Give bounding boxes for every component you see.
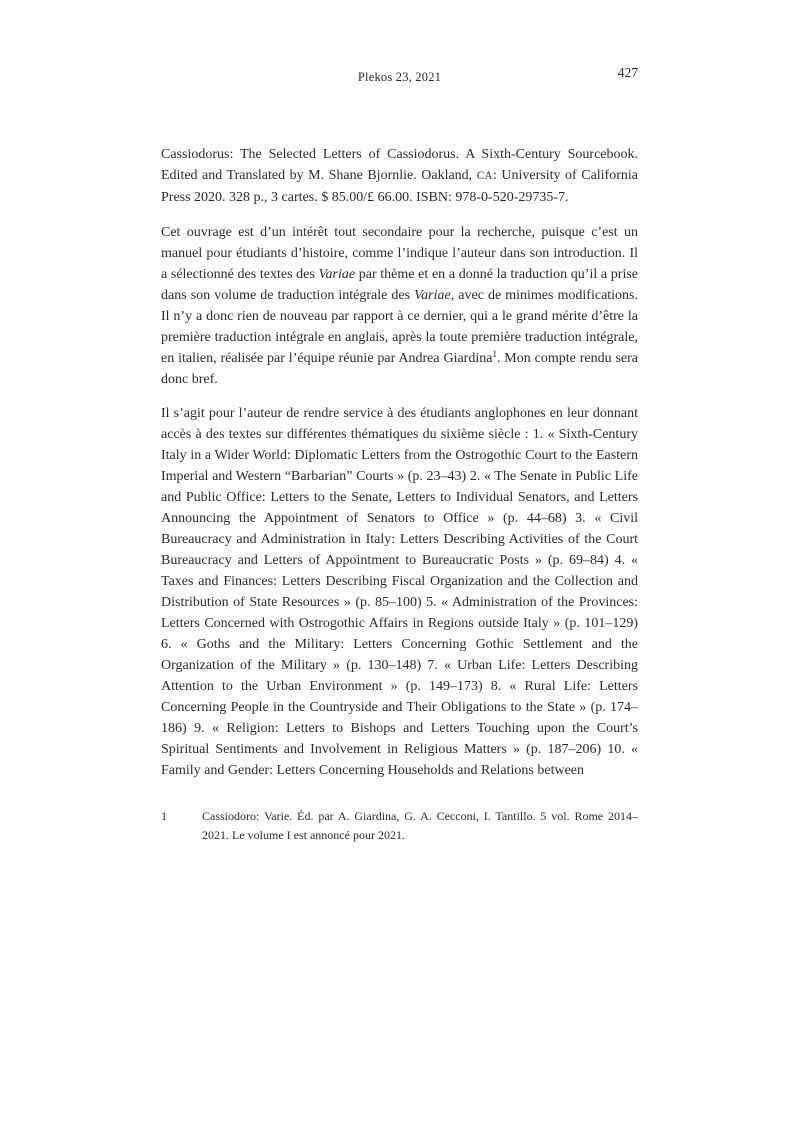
footnote-1 — [161, 807, 638, 844]
footnote-reference-1: 1 — [492, 349, 497, 359]
paragraph-1-text: . Mon compte rendu sera donc bref. — [161, 351, 638, 387]
heading-text: Cassiodorus: The Selected Letters of Cassiodorus. A Sixth-Century Sourcebook. Edited and Translated by M. Shane Bjornlie. Oakland, — [161, 147, 638, 183]
paragraph-2: Il s’agit pour l’auteur de rendre service à des étudiants anglophones en leur donnant accès à des textes sur différentes thématiques du sixième siècle : 1. « Sixth-Century Italy in a Wider World: Diplomatic Letters from the Ostrogothic Court to the Eastern Imperial and Western “Barbarian” Courts » (p. 23–43) 2. « The Senate in Public Life and Public Office: Letters to the Senate, Letters to Individual Senators, and Letters Announcing the Appointment of Senators to Office » (p. 44–68) 3. « Civil Bureaucracy and Administration in Italy: Letters Describing Activities of the Court Bureaucracy and Letters of Appointment to Bureaucratic Posts » (p. 69–84) 4. « Taxes and Finances: Letters Describing Fiscal Organization and the Collection and Distribution of State Resources » (p. 85–100) 5. « Administration of the Provinces: Letters Concerned with Ostrogothic Affairs in Regions outside Italy » (p. 101–129) 6. « Goths and the Military: Letters Concerning Gothic Settlement and the Organization of the Military » (p. 130–148) 7. « Urban Life: Letters Describing Attention to the Urban Environment » (p. 149–173) 8. « Rural Life: Letters Concerning People in the Countryside and Their Obligations to the State » (p. 174–186) 9. « Religion: Letters to Bishops and Letters Touching upon the Court’s Spiritual Sentiments and Involvement in Religious Matters » (p. 187–206) 10. « Family and Gender: Letters Concerning Households and Relations between — [161, 406, 638, 778]
review-body — [161, 144, 638, 844]
running-header: Plekos 23, 2021 — [357, 70, 442, 84]
paragraph-1-text: Cet ouvrage est d’un intérêt tout secondaire pour la recherche, puisque c’est un manuel pour étudiants d’histoire, comme l’indique l’auteur dans son introduction. Il a sélectionné des textes des — [161, 225, 638, 282]
variae-title-italic: Variae — [318, 267, 356, 282]
page-number: 427 — [617, 65, 638, 80]
review-heading — [161, 144, 638, 208]
footnote-number: 1 — [161, 809, 167, 823]
paragraph-1 — [161, 222, 638, 390]
variae-title-italic: Variae — [414, 288, 451, 303]
paragraph-1-text: par thème et en a donné la traduction qu’il a prise dans son volume de traduction intégrale des — [161, 267, 638, 303]
heading-smallcaps-ca: CA — [476, 170, 494, 182]
heading-text-continued: : University of California Press 2020. 328 p., 3 cartes. $ 85.00/£ 66.00. ISBN: 978-0-520-29735-7. — [161, 168, 638, 205]
paragraph-1-text: , avec de minimes modifications. Il n’y a donc rien de nouveau par rapport à ce dernier, qui a le grand mérite d’être la première traduction intégrale en anglais, après la toute première traduction intégrale, en italien, réalisée par l’équipe réunie par Andrea Giardina — [161, 288, 639, 366]
footnote-text: Cassiodoro: Varie. Éd. par A. Giardina, G. A. Cecconi, I. Tantillo. 5 vol. Rome 2014–2021. Le volume I est annoncé pour 2021. — [202, 809, 638, 842]
